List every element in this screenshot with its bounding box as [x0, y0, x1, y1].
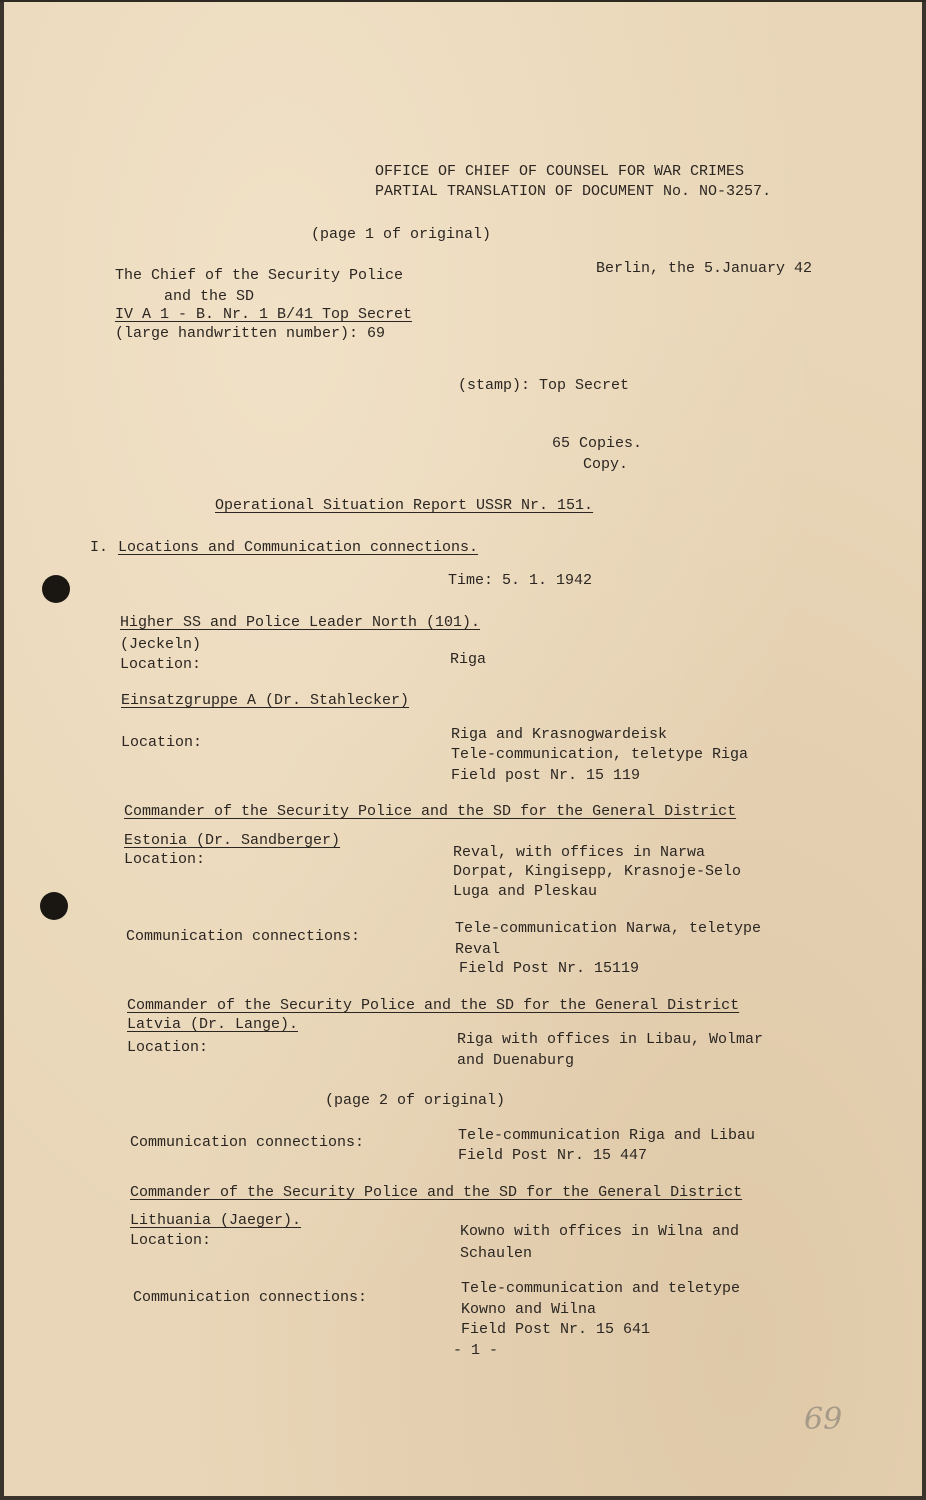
hsspf-location-value: Riga	[450, 651, 487, 668]
lithuania-communication-line-3: Field Post Nr. 15 641	[461, 1321, 651, 1338]
header-line-1: OFFICE OF CHIEF OF COUNSEL FOR WAR CRIMES	[375, 163, 745, 180]
latvia-communication-line-2: Field Post Nr. 15 447	[458, 1147, 648, 1164]
lithuania-location-line-1: Kowno with offices in Wilna and	[460, 1223, 740, 1240]
punch-hole-bottom	[40, 892, 68, 920]
latvia-title-line-2: Latvia (Dr. Lange).	[127, 1016, 299, 1033]
punch-hole-top	[42, 575, 70, 603]
hsspf-name: (Jeckeln)	[120, 636, 202, 653]
hsspf-location-label: Location:	[120, 656, 202, 673]
latvia-location-line-2: and Duenaburg	[457, 1052, 575, 1069]
lithuania-title-line-1: Commander of the Security Police and the SD for the General District	[130, 1184, 743, 1201]
latvia-title-line-1: Commander of the Security Police and the SD for the General District	[127, 997, 740, 1014]
estonia-location-line-2: Dorpat, Kingisepp, Krasnoje-Selo	[453, 863, 742, 880]
sender-reference: IV A 1 - B. Nr. 1 B/41 Top Secret	[115, 306, 413, 323]
estonia-location-line-3: Luga and Pleskau	[453, 883, 598, 900]
report-title: Operational Situation Report USSR Nr. 151.	[215, 497, 594, 514]
date-line: Berlin, the 5.January 42	[596, 260, 813, 277]
stamp-note: (stamp): Top Secret	[458, 377, 630, 394]
sender-line-2: and the SD	[164, 288, 255, 305]
estonia-communication-line-3: Field Post Nr. 15119	[459, 960, 640, 977]
lithuania-communication-line-2: Kowno and Wilna	[461, 1301, 597, 1318]
header-line-2: PARTIAL TRANSLATION OF DOCUMENT No. NO-3257.	[375, 183, 772, 200]
section-number: I.	[90, 539, 109, 556]
copies-count: 65 Copies.	[552, 435, 643, 452]
einsatzgruppe-location-line-3: Field post Nr. 15 119	[451, 767, 641, 784]
handwritten-corner-number: 69	[804, 1402, 843, 1437]
latvia-communication-label: Communication connections:	[130, 1134, 365, 1151]
lithuania-communication-label: Communication connections:	[133, 1289, 368, 1306]
latvia-communication-line-1: Tele-communication Riga and Libau	[458, 1127, 756, 1144]
estonia-communication-label: Communication connections:	[126, 928, 361, 945]
lithuania-location-label: Location:	[130, 1232, 212, 1249]
einsatzgruppe-location-line-2: Tele-communication, teletype Riga	[451, 746, 749, 763]
einsatzgruppe-location-line-1: Riga and Krasnogwardeisk	[451, 726, 668, 743]
sender-line-1: The Chief of the Security Police	[115, 267, 404, 284]
einsatzgruppe-title: Einsatzgruppe A (Dr. Stahlecker)	[121, 692, 410, 709]
hsspf-title: Higher SS and Police Leader North (101).	[120, 614, 481, 631]
copy-label: Copy.	[583, 456, 629, 473]
estonia-location-label: Location:	[124, 851, 206, 868]
estonia-title-line-1: Commander of the Security Police and the SD for the General District	[124, 803, 737, 820]
einsatzgruppe-location-label: Location:	[121, 734, 203, 751]
document-page	[4, 2, 922, 1496]
estonia-title-line-2: Estonia (Dr. Sandberger)	[124, 832, 341, 849]
estonia-location-line-1: Reval, with offices in Narwa	[453, 844, 706, 861]
lithuania-title-line-2: Lithuania (Jaeger).	[130, 1212, 302, 1229]
latvia-location-label: Location:	[127, 1039, 209, 1056]
estonia-communication-line-1: Tele-communication Narwa, teletype	[455, 920, 762, 937]
section-title: Locations and Communication connections.	[118, 539, 479, 556]
time-line: Time: 5. 1. 1942	[448, 572, 593, 589]
handwritten-number-note: (large handwritten number): 69	[115, 325, 386, 342]
page-number: - 1 -	[453, 1342, 499, 1359]
page-1-marker: (page 1 of original)	[311, 226, 492, 243]
lithuania-location-line-2: Schaulen	[460, 1245, 533, 1262]
lithuania-communication-line-1: Tele-communication and teletype	[461, 1280, 741, 1297]
latvia-location-line-1: Riga with offices in Libau, Wolmar	[457, 1031, 764, 1048]
estonia-communication-line-2: Reval	[455, 941, 501, 958]
page-2-marker: (page 2 of original)	[325, 1092, 506, 1109]
